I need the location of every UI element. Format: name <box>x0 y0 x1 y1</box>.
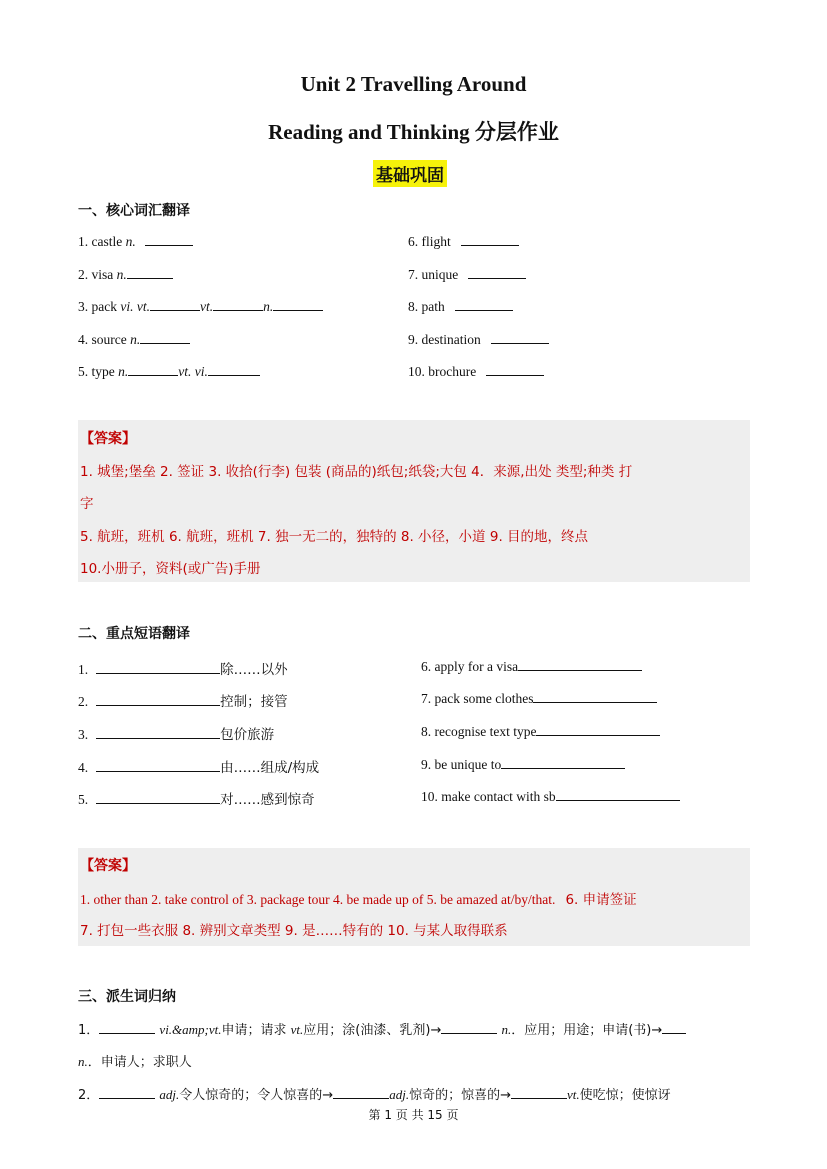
vocab-item-8: 8. path <box>408 298 513 315</box>
phrase-item-1: 1. 除……以外 <box>78 662 288 678</box>
vocab-item-5: 5. type n. vt. vi. <box>78 363 260 380</box>
answer-box-1 <box>78 420 750 582</box>
vocab-item-3: 3. pack vi. vt. vt. n. <box>78 298 323 315</box>
answer-title: 【答案】 <box>80 431 136 447</box>
section1-heading: 一、核心词汇翻译 <box>78 203 190 219</box>
phrase-item-7: 7. pack some clothes <box>421 690 657 707</box>
level-badge: 基础巩固 <box>373 160 447 187</box>
derivation-item-2: 2． adj.令人惊奇的；令人惊喜的→ adj.惊奇的；惊喜的→ vt.使吃惊；使惊讶 <box>78 1087 671 1103</box>
phrase-item-10: 10. make contact with sb <box>421 788 680 805</box>
phrase-item-9: 9. be unique to <box>421 756 625 773</box>
answer-line: 1. other than 2. take control of 3. package tour 4. be made up of 5. be amazed at/by/that. 6. 申请签证 <box>80 892 637 908</box>
phrase-item-3: 3. 包价旅游 <box>78 727 275 743</box>
vocab-item-4: 4. source n. <box>78 331 190 348</box>
answer-line: 字 <box>80 496 94 512</box>
answer-line: 5. 航班，班机 6. 航班，班机 7. 独一无二的，独特的 8. 小径，小道 9. 目的地，终点 <box>80 529 589 545</box>
derivation-item-1-cont: n.．申请人；求职人 <box>78 1054 192 1070</box>
vocab-item-1: 1. castle n. <box>78 233 193 250</box>
phrase-item-2: 2. 控制；接管 <box>78 694 288 710</box>
vocab-item-10: 10. brochure <box>408 363 544 380</box>
answer-line: 7. 打包一些衣服 8. 辨别文章类型 9. 是……特有的 10. 与某人取得联系 <box>80 923 508 939</box>
answer-line: 10.小册子，资料(或广告)手册 <box>80 561 261 577</box>
section2-heading: 二、重点短语翻译 <box>78 626 190 642</box>
phrase-item-4: 4. 由……组成/构成 <box>78 760 320 776</box>
phrase-item-6: 6. apply for a visa <box>421 658 642 675</box>
section3-heading: 三、派生词归纳 <box>78 989 176 1005</box>
page-subtitle: Reading and Thinking 分层作业 <box>268 120 559 144</box>
answer-box-2 <box>78 848 750 946</box>
vocab-item-9: 9. destination <box>408 331 549 348</box>
vocab-item-6: 6. flight <box>408 233 519 250</box>
derivation-item-1: 1． vi.&amp;vt.申请；请求 vt.应用；涂(油漆、乳剂)→ n.．应用；用途；申请(书)→ <box>78 1019 686 1038</box>
vocab-item-7: 7. unique <box>408 266 526 283</box>
page-title: Unit 2 Travelling Around <box>300 72 527 96</box>
answer-line: 1. 城堡;堡垒 2. 签证 3. 收拾(行李) 包装 (商品的)纸包;纸袋;大包 4．来源,出处 类型;种类 打 <box>80 464 633 480</box>
phrase-item-5: 5. 对……感到惊奇 <box>78 792 315 808</box>
phrase-item-8: 8. recognise text type <box>421 723 660 740</box>
vocab-item-2: 2. visa n. <box>78 266 173 283</box>
page-footer: 第 1 页 共 15 页 <box>368 1108 459 1122</box>
answer-title: 【答案】 <box>80 858 136 874</box>
